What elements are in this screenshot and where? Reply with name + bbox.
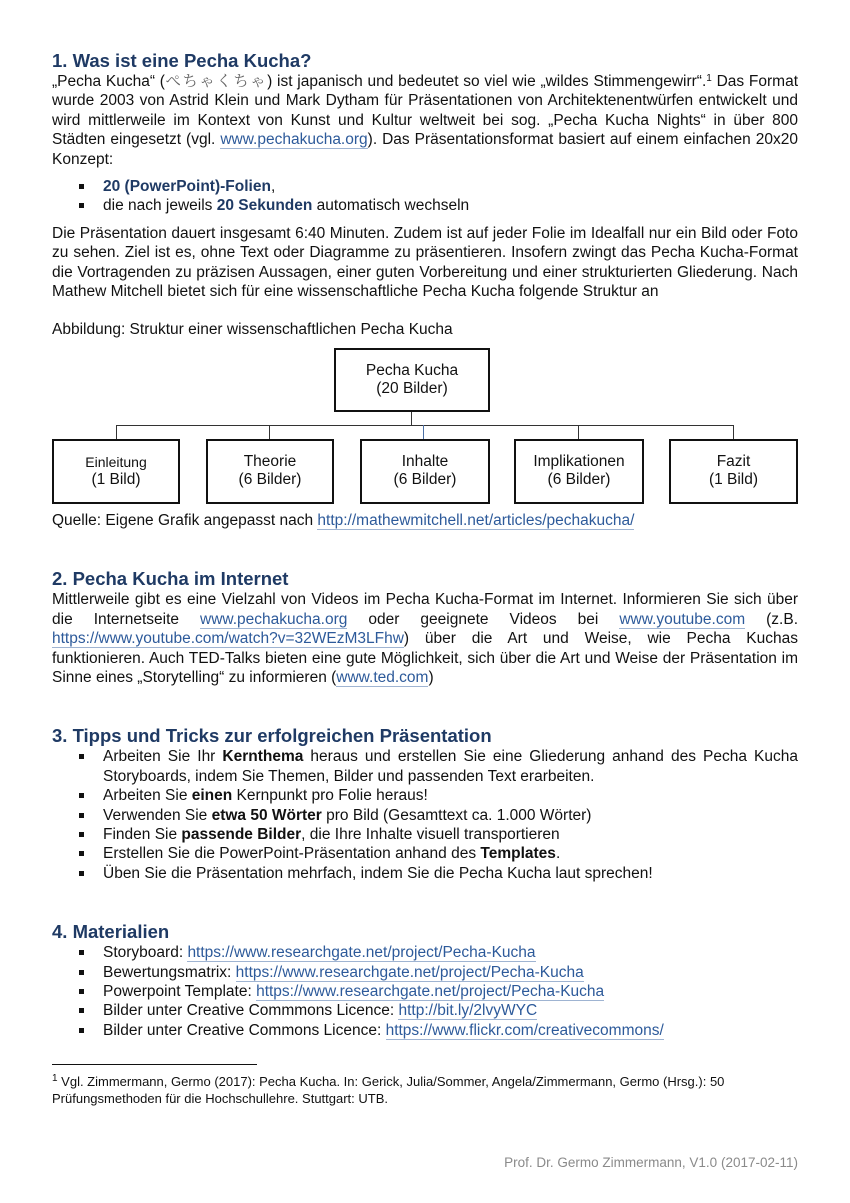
diagram-box-theorie: Theorie (6 Bilder) — [206, 439, 334, 504]
list-item: Storyboard: https://www.researchgate.net/project/Pecha-Kucha — [52, 943, 798, 962]
connector-line — [733, 425, 734, 439]
format-list — [52, 177, 798, 216]
structure-diagram — [52, 348, 798, 508]
connector-line — [116, 425, 117, 439]
connector-line — [411, 412, 412, 426]
list-item: 20 (PowerPoint)-Folien, — [52, 177, 798, 196]
list-item: Erstellen Sie die PowerPoint-Präsentation anhand des Templates. — [52, 844, 798, 863]
footnote-divider — [52, 1064, 257, 1065]
connector-line — [578, 425, 579, 439]
list-item: Powerpoint Template: https://www.researchgate.net/project/Pecha-Kucha — [52, 982, 798, 1001]
list-item: Arbeiten Sie Ihr Kernthema heraus und erstellen Sie eine Gliederung anhand des Pecha Kucha Storyboards, indem Sie Themen, Bilder und passenden Text erarbeiten. — [52, 747, 798, 786]
template-link[interactable]: https://www.researchgate.net/project/Pecha-Kucha — [256, 982, 605, 1000]
storyboard-link[interactable]: https://www.researchgate.net/project/Pecha-Kucha — [187, 944, 536, 962]
footnote-reference[interactable]: 1 — [706, 73, 712, 84]
japanese-text: ぺちゃくちゃ — [164, 73, 268, 90]
section-2-paragraph: Mittlerweile gibt es eine Vielzahl von Videos im Pecha Kucha-Format im Internet. Informieren Sie sich über die Internetseite www.pechakucha.org oder geeignete Videos bei www.youtube.com (z.B. https://www.youtube.com/watch?v=32WEzM3LFhw) über die Art und Weise, wie Pecha Kuchas funktionieren. Auch TED-Talks bieten eine gute Möglichkeit, sich über die Art und Weise der Präsentation im Sinne eines „Storytelling“ zu informieren (www.ted.com) — [52, 591, 798, 686]
diagram-box-inhalte: Inhalte (6 Bilder) — [360, 439, 490, 504]
section-3-heading: 3. Tipps und Tricks zur erfolgreichen Präsentation — [52, 725, 492, 747]
page-footer: Prof. Dr. Germo Zimmermann, V1.0 (2017-02-11) — [504, 1155, 798, 1170]
list-item: Bewertungsmatrix: https://www.researchgate.net/project/Pecha-Kucha — [52, 963, 798, 982]
list-item: Bilder unter Creative Commmons Licence: http://bit.ly/2lvyWYC — [52, 1001, 798, 1020]
connector-line — [269, 425, 270, 439]
bewertungsmatrix-link[interactable]: https://www.researchgate.net/project/Pecha-Kucha — [235, 963, 584, 981]
section-2-heading: 2. Pecha Kucha im Internet — [52, 568, 289, 590]
youtube-video-link[interactable]: https://www.youtube.com/watch?v=32WEzM3LFhw — [52, 630, 404, 648]
list-item: Üben Sie die Präsentation mehrfach, indem Sie die Pecha Kucha laut sprechen! — [52, 864, 798, 883]
tips-list — [52, 747, 798, 883]
ted-link[interactable]: www.ted.com — [336, 668, 429, 686]
diagram-root-box: Pecha Kucha (20 Bilder) — [334, 348, 490, 412]
connector-line — [423, 425, 424, 439]
flickr-link[interactable]: https://www.flickr.com/creativecommons/ — [385, 1021, 664, 1039]
diagram-box-einleitung: Einleitung (1 Bild) — [52, 439, 180, 504]
diagram-box-implikationen: Implikationen (6 Bilder) — [514, 439, 644, 504]
list-item: die nach jeweils 20 Sekunden automatisch wechseln — [52, 196, 798, 215]
section-1-paragraph-2: Die Präsentation dauert insgesamt 6:40 Minuten. Zudem ist auf jeder Folie im Idealfall nur ein Bild oder Foto zu sehen. Ziel ist es, ohne Text oder Diagramme zu präsentieren. Insofern zwingt das Pecha Kucha-Format die Vortragenden zu präzisen Aussagen, einer guten Vorbereitung und einer strukturierten Gliederung. Nach Mathew Mitchell bietet sich für eine wissenschaftliche Pecha Kucha folgende Struktur an — [52, 224, 798, 301]
document-page — [52, 50, 798, 1107]
section-1-heading: 1. Was ist eine Pecha Kucha? — [52, 50, 312, 71]
mathewmitchell-link[interactable]: http://mathewmitchell.net/articles/pechakucha/ — [317, 511, 635, 529]
list-item: Verwenden Sie etwa 50 Wörter pro Bild (Gesamttext ca. 1.000 Wörter) — [52, 806, 798, 825]
list-item: Arbeiten Sie einen Kernpunkt pro Folie heraus! — [52, 786, 798, 805]
figure-caption: Abbildung: Struktur einer wissenschaftlichen Pecha Kucha — [52, 321, 453, 339]
bitly-link[interactable]: http://bit.ly/2lvyWYC — [398, 1002, 538, 1020]
pechakucha-link[interactable]: www.pechakucha.org — [200, 610, 348, 628]
diagram-box-fazit: Fazit (1 Bild) — [669, 439, 798, 504]
pechakucha-link[interactable]: www.pechakucha.org — [220, 131, 368, 149]
figure-source: Quelle: Eigene Grafik angepasst nach http://mathewmitchell.net/articles/pechakucha/ — [52, 511, 635, 529]
section-1-intro: „Pecha Kucha“ (ぺちゃくちゃ) ist japanisch und bedeutet so viel wie „wildes Stimmengewirr“.$^1$ Das Format wurde 2003 von Astrid Klein und Mark Dytham für Präsentationen von Architektenentwürfen entwickelt und wird mittlerweile im Kontext von Kunst und Kultur weltweit bei sog. „Pecha Kucha Nights“ in über 800 Städten eingesetzt (vgl. www.pechakucha.org). Das Präsentationsformat basiert auf einem einfachen 20x20 Konzept: — [52, 73, 799, 168]
connector-line — [116, 425, 733, 426]
list-item: Bilder unter Creative Commons Licence: https://www.flickr.com/creativecommons/ — [52, 1021, 798, 1040]
section-4-heading: 4. Materialien — [52, 921, 170, 943]
youtube-link[interactable]: www.youtube.com — [619, 610, 746, 628]
materials-list — [52, 943, 798, 1040]
list-item: Finden Sie passende Bilder, die Ihre Inhalte visuell transportieren — [52, 825, 798, 844]
footnote: $^1$ Vgl. Zimmermann, Germo (2017): Pecha Kucha. In: Gerick, Julia/Sommer, Angela/Zimmermann, Germo (Hrsg.): 50 Prüfungsmethoden für die Hochschullehre. Stuttgart: UTB. — [52, 1073, 725, 1107]
